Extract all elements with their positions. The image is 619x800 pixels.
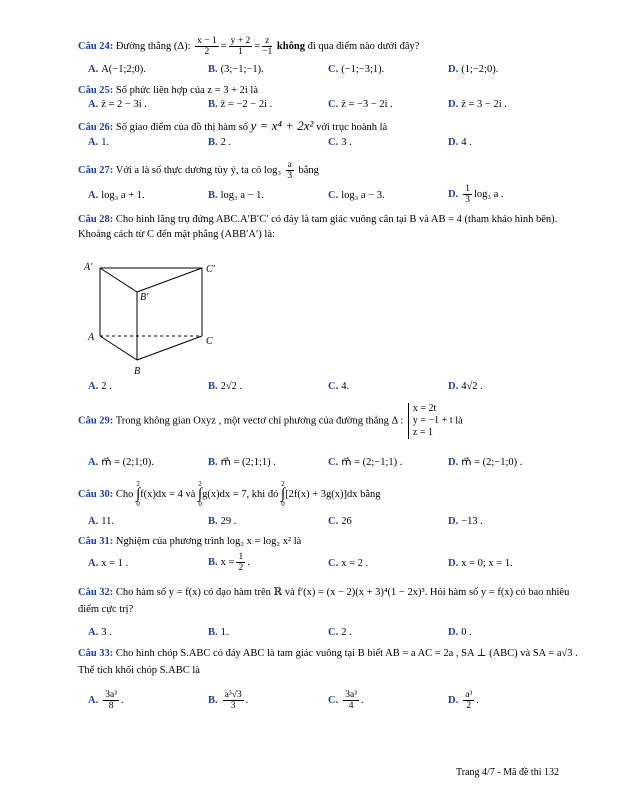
question-text: Cho hình chóp S.ABC có đáy ABC là tam giác vuông tại B biết AB = a AC = 2a , SA ⊥ (ABC) và SA = a√3 . Thể tích khối chóp S.ABC là (78, 648, 578, 676)
question-text: bằng (360, 488, 381, 500)
formula: y = x⁴ + 2x² (250, 118, 314, 133)
question-text: và (185, 488, 196, 500)
options-32 (88, 627, 588, 643)
integral-sign: 2 ∫ 0 (280, 480, 286, 508)
option-d[interactable]: D. z̄ = 3 − 2i . (448, 99, 507, 110)
question-28 (78, 212, 578, 242)
question-text: là (455, 415, 463, 427)
question-label: Câu 29: (78, 415, 114, 427)
question-label: Câu 27: (78, 164, 114, 176)
options-30 (88, 516, 588, 532)
question-text: bằng (298, 164, 319, 176)
option-a[interactable]: A. A(−1;2;0). (88, 64, 146, 75)
question-25 (78, 83, 578, 98)
question-29 (78, 403, 578, 439)
option-d[interactable]: D. 0 . (448, 627, 472, 638)
fraction: $\frac{a}{3}$ (287, 160, 293, 181)
option-b[interactable]: B. 1. (208, 627, 229, 638)
prism-figure (80, 254, 260, 384)
option-b[interactable]: B. 2√2 . (208, 381, 243, 392)
option-c[interactable]: C. 3 . (328, 137, 352, 148)
fraction: $\frac{1}{3}$ (465, 184, 470, 205)
fraction: $\frac{\text{a³}}{2}$ (465, 690, 473, 711)
question-text: Đường thẳng (Δ): (115, 40, 191, 52)
fraction: $\frac{x - 1}{2}$ (197, 36, 217, 57)
question-33 (78, 645, 578, 679)
integral-sign: 2 ∫ 0 (198, 480, 203, 508)
option-a[interactable]: A. m⃗ = (2;1;0). (88, 457, 154, 468)
question-text: Cho hình lăng trụ đứng ABC.A′B′C′ có đáy là tam giác vuông cân tại B và AB = 4 (tham khảo hình bên). Khoảng cách từ C đến mặt phẳng (ABB′A′) là: (78, 214, 558, 240)
question-label: Câu 32: (78, 587, 114, 598)
question-27 (78, 160, 578, 181)
option-a[interactable]: A. $\frac{\text{3a³}}{8}$ . (88, 690, 124, 711)
label-b: B (134, 366, 141, 377)
question-label: Câu 28: (78, 214, 114, 225)
option-a[interactable]: A. 3 . (88, 627, 112, 638)
question-32 (78, 584, 578, 618)
option-a[interactable]: A. z̄ = 2 − 3i . (88, 99, 147, 110)
option-c[interactable]: C. 2 . (328, 627, 352, 638)
option-d[interactable]: D. $\frac{\text{a³}}{2}$ . (448, 690, 479, 711)
option-b[interactable]: B. log₃ a − 1. (208, 190, 265, 201)
label-a1: A′ (84, 262, 93, 273)
question-31 (78, 534, 578, 549)
option-d[interactable]: D. $\frac{1}{3}$ log₃ a . (448, 184, 504, 205)
fraction: $\frac{1}{2}$ (238, 552, 244, 573)
question-label: Câu 25: (78, 85, 114, 96)
options-24 (88, 64, 588, 80)
option-b[interactable]: B. m⃗ = (2;1;1) . (208, 457, 276, 468)
option-a[interactable]: A. 2 . (88, 381, 112, 392)
option-d[interactable]: D. 4√2 . (448, 381, 483, 392)
option-c[interactable]: C. $\frac{\text{3a³}}{4}$ . (328, 690, 364, 711)
question-text: Nghiệm của phương trình log₂ x = log₂ x² là (115, 536, 302, 547)
label-a: A (88, 332, 95, 343)
options-29 (88, 456, 588, 472)
question-text: Số phức liên hợp của z = 3 + 2i là (115, 85, 258, 96)
option-a[interactable]: A. log₃ a + 1. (88, 190, 145, 201)
question-label: Câu 31: (78, 536, 114, 547)
option-b[interactable]: B. 2 . (208, 137, 232, 148)
fraction: $\frac{\text{3a³}}{8}$ (105, 690, 118, 711)
question-30 (78, 481, 578, 508)
question-text: đi qua điểm nào dưới đây? (307, 40, 420, 52)
option-c[interactable]: C. z̄ = −3 − 2i . (328, 99, 393, 110)
options-26 (88, 137, 588, 153)
option-b[interactable]: B. 29 . (208, 516, 237, 527)
integral-sign: 2 ∫ 0 (136, 480, 141, 508)
question-text: Cho hàm số y = f(x) có đạo hàm trên ℝ và f′(x) = (x − 2)(x + 3)⁴(1 − 2x)³. Hỏi hàm số y = f(x) có bao nhiêu điểm cực trị? (78, 587, 570, 615)
question-text: Số giao điểm của đồ thị hàm số (115, 122, 249, 133)
options-27 (88, 184, 588, 206)
integral-expression: [2f(x) + 3g(x)]dx (285, 488, 358, 500)
option-b[interactable]: B. $\frac{\text{a³√3}}{3}$ . (208, 690, 249, 711)
option-a[interactable]: A. 11. (88, 516, 114, 527)
question-24: Câu 24: Đường thẳng (Δ): $\frac{x - 1}{2}$ = $\frac{y + 2}{1}$ = $\frac{z}{-1}$ không đi qua điểm nào dưới đây? (78, 36, 420, 57)
option-b[interactable]: B. x = $\frac{1}{2}$ . (208, 552, 250, 573)
question-label: Câu 26: (78, 122, 114, 133)
option-d[interactable]: D. −13 . (448, 516, 483, 527)
question-text: Với a là số thực dương tùy ý, ta có log₃ (115, 164, 281, 176)
fraction: $\frac{\text{3a³}}{4}$ (345, 690, 358, 711)
line-system: x = 2t y = −1 + t z = 1 (408, 403, 453, 439)
label-c1: C′ (206, 264, 215, 275)
fraction: $\frac{z}{-1}$ (262, 36, 273, 57)
integral-expression: f(x)dx = 4 (140, 488, 183, 500)
option-b[interactable]: B. z̄ = −2 − 2i . (208, 99, 273, 110)
edge-b1c1 (137, 268, 202, 292)
page-footer: Trang 4/7 - Mã đề thi 132 (456, 767, 559, 778)
options-31 (88, 552, 588, 574)
option-d[interactable]: D. 4 . (448, 137, 472, 148)
fraction: $\frac{y + 2}{1}$ (230, 36, 251, 57)
option-a[interactable]: A. x = 1 . (88, 558, 129, 569)
option-c[interactable]: C. (−1;−3;1). (328, 64, 385, 75)
question-text: với trục hoành là (316, 122, 388, 133)
option-d[interactable]: D. x = 0; x = 1. (448, 558, 513, 569)
option-d[interactable]: D. (1;−2;0). (448, 64, 499, 75)
edge-a1b1 (100, 268, 137, 292)
option-d[interactable]: D. m⃗ = (2;−1;0) . (448, 457, 523, 468)
question-26 (78, 118, 578, 135)
option-b[interactable]: B. (3;−1;−1). (208, 64, 264, 75)
edge-bc (137, 336, 202, 360)
option-c[interactable]: C. 26 (328, 516, 352, 527)
integral-expression: g(x)dx = 7 (202, 488, 247, 500)
question-label: Câu 30: (78, 488, 114, 500)
question-text: , khi đó (246, 488, 279, 500)
question-text: Cho (115, 488, 134, 500)
fraction: $\frac{\text{a³√3}}{3}$ (224, 690, 242, 711)
question-label: Câu 33: (78, 648, 114, 659)
option-c[interactable]: C. m⃗ = (2;−1;1) . (328, 457, 403, 468)
label-b1: B′ (140, 292, 149, 303)
option-c[interactable]: C. x = 2 . (328, 558, 369, 569)
emphasis: không (276, 40, 305, 52)
options-28 (88, 381, 588, 397)
label-c: C (206, 336, 213, 347)
options-25 (88, 99, 588, 115)
option-c[interactable]: C. log₃ a − 3. (328, 190, 385, 201)
option-a[interactable]: A. 1. (88, 137, 110, 148)
edge-ab (100, 336, 137, 360)
question-label: Câu 24: (78, 40, 114, 52)
option-c[interactable]: C. 4. (328, 381, 350, 392)
question-text: Trong không gian Oxyz , một vectơ chỉ phương của đường thẳng Δ : (115, 415, 404, 427)
options-33 (88, 690, 588, 716)
